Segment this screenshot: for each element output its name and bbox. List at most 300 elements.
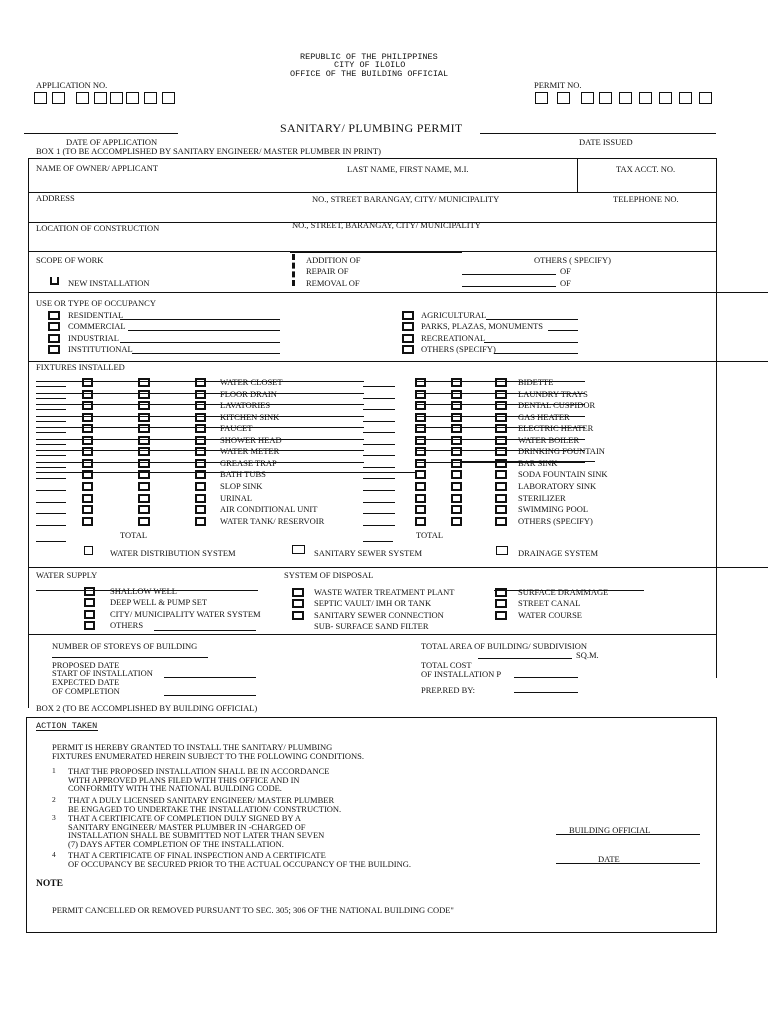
fixture-checkbox[interactable] [451,413,462,422]
fixture-checkbox[interactable] [195,505,206,514]
telephone-label: TELEPHONE NO. [613,194,679,204]
fixture-checkbox[interactable] [415,505,426,514]
divider [28,292,768,293]
prepared-by-input[interactable] [514,692,578,693]
digit-cell[interactable] [639,92,652,104]
fixture-count-input[interactable] [363,386,395,387]
fixture-count-input[interactable] [36,432,66,433]
fixture-checkbox[interactable] [495,447,507,456]
fixture-checkbox[interactable] [82,424,93,433]
sqm-label: SQ.M. [576,650,599,660]
disposal-checkbox[interactable] [495,588,507,597]
strike-line [36,472,416,473]
permit-no-label: PERMIT NO. [534,80,582,90]
fixture-checkbox[interactable] [495,413,507,422]
digit-cell[interactable] [699,92,712,104]
fixture-checkbox[interactable] [195,401,206,410]
start-installation-label: START OF INSTALLATION [52,668,153,678]
location-label: LOCATION OF CONSTRUCTION [36,223,160,233]
condition-text: THAT A CERTIFICATE OF COMPLETION DULY SIGNED BY A [68,813,302,823]
fixture-checkbox[interactable] [451,447,462,456]
fixture-checkbox[interactable] [451,470,462,479]
fixture-label: WATER TANK/ RESERVOIR [220,516,325,526]
fixture-checkbox[interactable] [195,482,206,491]
storeys-input[interactable] [52,657,208,658]
fixture-checkbox[interactable] [82,390,93,399]
fixture-count-input[interactable] [36,409,66,410]
fixture-checkbox[interactable] [451,378,462,387]
fixture-checkbox[interactable] [195,459,206,468]
total-left-label: TOTAL [120,530,148,540]
occupancy-specify-input[interactable] [120,319,280,320]
fixture-checkbox[interactable] [195,447,206,456]
fixture-checkbox[interactable] [82,378,93,387]
signature-line[interactable] [556,834,700,835]
fixture-checkbox[interactable] [82,517,93,526]
condition-number: 4 [52,850,56,859]
fixture-checkbox[interactable] [415,390,426,399]
digit-cell[interactable] [94,92,107,104]
addition-of-label: ADDITION OF [306,255,361,265]
disposal-checkbox[interactable] [495,599,507,608]
occupancy-specify-input[interactable] [132,353,280,354]
water-supply-label: OTHERS [110,620,144,630]
owner-sublabel: LAST NAME, FIRST NAME, M.I. [347,164,469,174]
condition-text: CONFORMITY WITH THE NATIONAL BUILDING CODE. [68,783,282,793]
fixture-checkbox[interactable] [415,401,426,410]
fixture-label: BATH TUBS [220,469,266,479]
fixture-count-input[interactable] [36,421,66,422]
fixture-checkbox[interactable] [495,390,507,399]
new-installation-label: NEW INSTALLATION [68,278,150,288]
fixture-count-input[interactable] [363,502,395,503]
application-no-label: APPLICATION NO. [36,80,108,90]
condition-text: BE ENGAGED TO UNDERTAKE THE INSTALLATION/ CONSTRUCTION. [68,803,342,814]
removal-of-label: REMOVAL OF [306,278,360,288]
strike-line [415,416,585,417]
scope-checkbox-column[interactable] [292,254,295,286]
fixture-label: GREASE TRAP [220,458,277,468]
address-sublabel: NO., STREET BARANGAY, CITY/ MUNICIPALITY [312,194,500,204]
fixture-label: AIR CONDITIONAL UNIT [220,504,318,514]
fixture-checkbox[interactable] [451,505,462,514]
location-sublabel: NO., STREET, BARANGAY, CITY/ MUNICIPALITY [292,220,481,230]
fixture-checkbox[interactable] [195,436,206,445]
strike-line [415,427,585,428]
water-supply-checkbox[interactable] [84,587,95,596]
occupancy-specify-input[interactable] [486,319,578,320]
fixture-count-input[interactable] [36,525,66,526]
completion-input[interactable] [164,695,256,696]
condition-text: OF OCCUPANCY BE SECURED PRIOR TO THE ACTUAL OCCUPANCY OF THE BUILDING. [68,858,412,869]
fixture-checkbox[interactable] [82,494,93,503]
fixture-checkbox[interactable] [138,517,150,526]
divider [577,158,578,192]
water-distribution-label: WATER DISTRIBUTION SYSTEM [110,548,236,558]
building-official-label: BUILDING OFFICIAL [569,825,651,835]
start-installation-input[interactable] [164,677,256,678]
occupancy-checkbox[interactable] [402,311,414,320]
water-supply-checkbox[interactable] [84,598,95,607]
fixture-checkbox[interactable] [415,517,426,526]
disposal-label: SUB- SURFACE SAND FILTER [314,621,429,631]
fixture-checkbox[interactable] [138,505,150,514]
fixture-checkbox[interactable] [415,424,426,433]
sanitary-sewer-label: SANITARY SEWER SYSTEM [314,548,423,558]
digit-cell[interactable] [144,92,157,104]
digit-cell[interactable] [52,92,65,104]
fixture-count-input[interactable] [363,455,395,456]
occupancy-option-label: RESIDENTIAL [68,310,124,320]
fixture-label: DENTAL CUSPIDOR [518,400,596,410]
fixture-checkbox[interactable] [451,517,462,526]
of-label-1: OF [560,266,571,276]
fixture-count-input[interactable] [36,513,66,514]
divider [290,252,462,253]
strike-line [36,439,364,440]
fixture-count-input[interactable] [36,490,66,491]
digit-cell[interactable] [162,92,175,104]
grant-intro-1: PERMIT IS HEREBY GRANTED TO INSTALL THE SANITARY/ PLUMBING [52,742,333,752]
fixture-checkbox[interactable] [415,482,426,491]
condition-text: THAT THE PROPOSED INSTALLATION SHALL BE IN ACCORDANCE [68,766,330,776]
condition-number: 2 [52,795,56,804]
occupancy-checkbox[interactable] [48,311,60,320]
fixture-count-input[interactable] [36,502,66,503]
condition-text: INSTALLATION SHALL BE SUBMITTED NOT LATER THAN SEVEN [68,830,325,840]
fixture-checkbox[interactable] [138,482,150,491]
fixture-count-input[interactable] [363,432,395,433]
digit-cell[interactable] [34,92,47,104]
fixture-checkbox[interactable] [195,378,206,387]
water-supply-others-input[interactable] [154,630,256,631]
installation-cost-input[interactable] [514,677,578,678]
fixture-count-input[interactable] [36,478,66,479]
fixture-checkbox[interactable] [451,494,462,503]
divider [36,730,98,731]
condition-text: THAT A DULY LICENSED SANITARY ENGINEER/ MASTER PLUMBER [68,795,335,805]
fixture-count-input[interactable] [363,478,395,479]
disposal-label: SEPTIC VAULT/ IMH OR TANK [314,598,432,608]
disposal-label: WASTE WATER TREATMENT PLANT [314,587,455,597]
fixture-checkbox[interactable] [415,459,426,468]
fixture-count-input[interactable] [363,513,395,514]
fixture-label: SWIMMING POOL [518,504,589,514]
fixture-checkbox[interactable] [138,378,150,387]
others-specify-label: OTHERS ( SPECIFY) [534,255,611,265]
occupancy-specify-input[interactable] [494,353,578,354]
fixture-checkbox[interactable] [195,494,206,503]
digit-cell[interactable] [557,92,570,104]
prepared-by-label: PREP.RED BY: [421,685,476,695]
fixture-checkbox[interactable] [138,424,150,433]
fixture-label: FAUCET [220,423,253,433]
condition-number: 1 [52,766,56,775]
header-office: OFFICE OF THE BUILDING OFFICIAL [290,69,449,79]
occupancy-specify-input[interactable] [120,342,280,343]
storeys-label: NUMBER OF STOREYS OF BUILDING [52,641,198,651]
occupancy-checkbox[interactable] [402,334,414,343]
occupancy-option-label: INSTITUTIONAL [68,344,133,354]
fixture-checkbox[interactable] [451,401,462,410]
fixture-checkbox[interactable] [415,436,426,445]
fixture-label: GAS HEATER [518,412,570,422]
water-supply-label: DEEP WELL & PUMP SET [110,597,208,607]
fixture-label: OTHERS (SPECIFY) [518,516,593,526]
fixture-checkbox[interactable] [82,505,93,514]
new-installation-checkbox[interactable] [50,277,59,285]
water-distribution-checkbox[interactable] [84,546,93,555]
scope-label: SCOPE OF WORK [36,255,104,265]
occupancy-checkbox[interactable] [48,334,60,343]
disposal-label: STREET CANAL [518,598,581,608]
header-city: CITY OF ILOILO [334,60,406,70]
date-line[interactable] [556,863,700,864]
box2-caption: BOX 2 (TO BE ACCOMPLISHED BY BUILDING OFFICIAL) [36,703,258,713]
strike-line [36,416,364,417]
fixture-count-input[interactable] [363,467,395,468]
occupancy-option-label: OTHERS (SPECIFY) [421,344,496,354]
fixture-checkbox[interactable] [495,470,507,479]
digit-cell[interactable] [535,92,548,104]
fixture-count-input[interactable] [363,409,395,410]
fixture-checkbox[interactable] [415,413,426,422]
total-cost-label: TOTAL COST [421,660,472,670]
date-of-application-input[interactable] [24,133,178,134]
fixture-checkbox[interactable] [195,517,206,526]
strike-line [415,462,585,463]
fixture-label: WATER BOILER [518,435,580,445]
occupancy-option-label: RECREATIONAL [421,333,486,343]
digit-cell[interactable] [619,92,632,104]
date-issued-input[interactable] [480,133,716,134]
page-title: SANITARY/ PLUMBING PERMIT [280,121,463,135]
fixture-label: BIDETTE [518,377,554,387]
fixtures-label: FIXTURES INSTALLED [36,362,125,372]
strike-line [415,450,585,451]
occupancy-specify-input[interactable] [128,330,280,331]
strike-line [460,461,595,462]
note-label: NOTE [36,879,63,889]
fixture-checkbox[interactable] [82,401,93,410]
fixture-checkbox[interactable] [415,447,426,456]
owner-label: NAME OF OWNER/ APPLICANT [36,163,159,173]
disposal-checkbox[interactable] [495,611,507,620]
fixture-label: ELECTRIC HEATER [518,423,594,433]
fixture-checkbox[interactable] [195,413,206,422]
fixture-count-input[interactable] [36,386,66,387]
fixture-checkbox[interactable] [495,401,507,410]
fixture-count-input[interactable] [363,421,395,422]
fixture-checkbox[interactable] [495,424,507,433]
disposal-checkbox[interactable] [292,611,304,620]
strike-line [415,404,585,405]
divider [28,158,716,159]
disposal-checkbox[interactable] [292,599,304,608]
digit-cell[interactable] [110,92,123,104]
fixture-checkbox[interactable] [138,390,150,399]
fixture-checkbox[interactable] [82,447,93,456]
water-supply-checkbox[interactable] [84,610,95,619]
permit-no-field[interactable] [535,92,715,104]
fixture-checkbox[interactable] [82,459,93,468]
expected-date-label: EXPECTED DATE [52,677,120,687]
strike-line [415,393,585,394]
date-issued-label: DATE ISSUED [579,137,633,147]
occupancy-checkbox[interactable] [48,345,60,354]
others-input-1[interactable] [462,274,556,275]
fixture-checkbox[interactable] [138,413,150,422]
fixture-count-input[interactable] [363,490,395,491]
condition-number: 3 [52,813,56,822]
frame-left [28,158,29,708]
occupancy-checkbox[interactable] [402,322,414,331]
fixture-label: LAUNDRY TRAYS [518,389,588,399]
fixture-checkbox[interactable] [415,378,426,387]
fixture-count-input[interactable] [36,455,66,456]
digit-cell[interactable] [76,92,89,104]
total-right-label: TOTAL [416,530,444,540]
total-left-input[interactable] [36,541,66,542]
occupancy-checkbox[interactable] [48,322,60,331]
water-supply-label: CITY/ MUNICIPALITY WATER SYSTEM [110,609,261,619]
box1-caption: BOX 1 (TO BE ACCOMPLISHED BY SANITARY ENGINEER/ MASTER PLUMBER IN PRINT) [36,146,381,156]
divider [28,192,716,193]
fixture-checkbox[interactable] [415,470,426,479]
fixture-count-input[interactable] [36,398,66,399]
fixture-checkbox[interactable] [451,424,462,433]
water-supply-checkbox[interactable] [84,621,95,630]
fixture-label: BAR SINK [518,458,558,468]
disposal-label: SURFACE DRAMMAGE [518,587,609,597]
others-input-2[interactable] [462,286,556,287]
total-area-label: TOTAL AREA OF BUILDING/ SUBDIVISION [421,641,588,651]
digit-cell[interactable] [659,92,672,104]
fixture-checkbox[interactable] [82,413,93,422]
fixture-label: SLOP SINK [220,481,263,491]
digit-cell[interactable] [581,92,594,104]
fixture-checkbox[interactable] [495,378,507,387]
occupancy-label: USE OR TYPE OF OCCUPANCY [36,298,156,308]
fixture-checkbox[interactable] [415,494,426,503]
of-completion-label: OF COMPLETION [52,686,120,696]
fixture-checkbox[interactable] [138,494,150,503]
strike-line [415,381,585,382]
fixture-checkbox[interactable] [82,436,93,445]
fixture-count-input[interactable] [36,444,66,445]
occupancy-option-label: PARKS, PLAZAS, MONUMENTS [421,321,544,331]
fixture-checkbox[interactable] [195,390,206,399]
fixture-label: LABORATORY SINK [518,481,597,491]
strike-line [36,450,364,451]
fixture-count-input[interactable] [363,525,395,526]
tax-acct-label: TAX ACCT. NO. [616,164,676,174]
fixture-label: STERILIZER [518,493,566,503]
occupancy-option-label: AGRICULTURAL [421,310,487,320]
strike-line [36,427,364,428]
fixture-checkbox[interactable] [138,401,150,410]
condition-text: SANITARY ENGINEER/ MASTER PLUMBER IN -CHARGED OF [68,821,306,832]
address-label: ADDRESS [36,193,75,203]
fixture-count-input[interactable] [36,467,66,468]
fixture-label: WATER CLOSET [220,377,283,387]
fixture-label: LAVATORIES [220,400,271,410]
fixture-checkbox[interactable] [138,447,150,456]
condition-text: WITH APPROVED PLANS FILED WITH THIS OFFICE AND IN [68,774,300,785]
drainage-system-checkbox[interactable] [496,546,508,555]
condition-text: (7) DAYS AFTER COMPLETION OF THE INSTALLATION. [68,838,284,849]
drainage-system-label: DRAINAGE SYSTEM [518,548,599,558]
strike-line [36,381,364,382]
fixture-checkbox[interactable] [451,390,462,399]
application-no-field[interactable] [34,92,184,104]
note-text: PERMIT CANCELLED OR REMOVED PURSUANT TO SEC. 305; 306 OF THE NATIONAL BUILDING CODE" [52,905,454,915]
grant-intro-2: FIXTURES ENUMERATED HEREIN SUBJECT TO THE FOLLOWING CONDITIONS. [52,751,364,761]
occupancy-specify-input[interactable] [484,342,578,343]
divider [28,567,768,568]
fixture-checkbox[interactable] [495,517,507,526]
occupancy-specify-input[interactable] [548,330,578,331]
divider [28,634,716,635]
fixture-checkbox[interactable] [138,436,150,445]
total-right-input[interactable] [363,541,393,542]
fixture-checkbox[interactable] [451,436,462,445]
action-taken-label: ACTION TAKEN [36,721,98,731]
sanitary-sewer-checkbox[interactable] [292,545,305,554]
fixture-label: WATER METER [220,446,280,456]
occupancy-checkbox[interactable] [402,345,414,354]
water-supply-label: WATER SUPPLY [36,570,98,580]
proposed-date-label: PROPOSED DATE [52,660,120,670]
disposal-checkbox[interactable] [292,588,304,597]
fixture-count-input[interactable] [363,398,395,399]
strike-line [36,404,364,405]
fixture-checkbox[interactable] [495,482,507,491]
digit-cell[interactable] [679,92,692,104]
fixture-checkbox[interactable] [495,494,507,503]
fixture-checkbox[interactable] [138,459,150,468]
occupancy-option-label: COMMERCIAL [68,321,126,331]
fixture-label: KITCHEN SINK [220,412,280,422]
disposal-label: SYSTEM OF DISPOSAL [284,570,374,580]
fixture-checkbox[interactable] [82,482,93,491]
fixture-label: SHOWER HEAD [220,435,282,445]
fixture-label: URINAL [220,493,253,503]
fixture-label: SODA FOUNTAIN SINK [518,469,608,479]
of-label-2: OF [560,278,571,288]
frame-right [716,158,717,678]
total-area-input[interactable] [478,658,572,659]
fixture-checkbox[interactable] [495,436,507,445]
condition-text: THAT A CERTIFICATE OF FINAL INSPECTION AND A CERTIFICATE [68,850,326,860]
fixture-count-input[interactable] [363,444,395,445]
fixture-checkbox[interactable] [495,505,507,514]
digit-cell[interactable] [599,92,612,104]
repair-of-label: REPAIR OF [306,266,349,276]
fixture-checkbox[interactable] [451,482,462,491]
strike-line [36,462,364,463]
water-supply-label: SHALLOW WELL [110,586,177,596]
occupancy-option-label: INDUSTRIAL [68,333,119,343]
fixture-checkbox[interactable] [195,424,206,433]
fixture-label: DRINKING FOUNTAIN [518,446,605,456]
date-of-application-label: DATE OF APPLICATION [66,137,158,147]
date-label: DATE [598,854,620,864]
divider [28,361,768,362]
digit-cell[interactable] [126,92,139,104]
disposal-label: SANITARY SEWER CONNECTION [314,610,444,620]
strike-line [36,393,364,394]
